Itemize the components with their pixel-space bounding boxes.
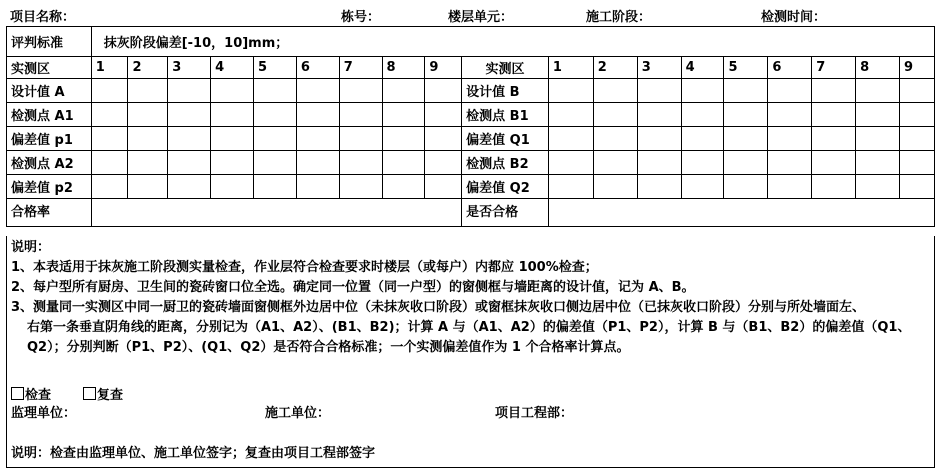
table-row bbox=[7, 127, 935, 151]
is-pass-label: 是否合格 bbox=[462, 199, 549, 227]
col-right-5: 5 bbox=[724, 57, 768, 79]
col-right-4: 4 bbox=[681, 57, 724, 79]
row-label-right: 偏差值 Q1 bbox=[462, 127, 549, 151]
header-columns-row bbox=[7, 57, 935, 79]
row-label-right: 检测点 B2 bbox=[462, 151, 549, 175]
floor-unit-label: 楼层单元： bbox=[448, 10, 514, 25]
notes-line-2: 2、每户型所有厨房、卫生间的瓷砖窗口位全选。确定同一位置（同一户型）的窗侧框与墙距离的设计值，记为 A、B。 bbox=[11, 280, 695, 295]
col-right-2: 2 bbox=[593, 57, 637, 79]
col-left-9: 9 bbox=[425, 57, 462, 79]
project-dept-label: 项目工程部： bbox=[495, 406, 574, 421]
criteria-row bbox=[7, 27, 935, 57]
row-label-left: 检测点 A1 bbox=[7, 103, 92, 127]
col-left-3: 3 bbox=[168, 57, 211, 79]
col-right-8: 8 bbox=[856, 57, 900, 79]
criteria-text: 抹灰阶段偏差[-10，10]mm； bbox=[91, 27, 934, 57]
table-row bbox=[7, 79, 935, 103]
col-left-4: 4 bbox=[211, 57, 254, 79]
table-row bbox=[7, 175, 935, 199]
building-label: 栋号： bbox=[341, 10, 381, 25]
row-label-left: 偏差值 p1 bbox=[7, 127, 92, 151]
supervisor-label: 监理单位： bbox=[11, 406, 77, 421]
col-left-7: 7 bbox=[339, 57, 382, 79]
checkbox-icon[interactable] bbox=[11, 387, 24, 400]
col-left-6: 6 bbox=[296, 57, 339, 79]
col-left-5: 5 bbox=[253, 57, 296, 79]
project-name-label: 项目名称： bbox=[10, 10, 76, 25]
header-row bbox=[0, 6, 941, 26]
notes-line-3c: Q2）；分别判断（P1、P2）、(Q1、Q2）是否符合合格标准；一个实测偏差值作为 1 个合格率计算点。 bbox=[27, 340, 630, 355]
table-row bbox=[7, 151, 935, 175]
col-right-3: 3 bbox=[637, 57, 681, 79]
checkbox-icon[interactable] bbox=[83, 387, 96, 400]
constructor-label: 施工单位： bbox=[265, 406, 331, 421]
row-label-right: 设计值 B bbox=[462, 79, 549, 103]
recheck-option[interactable] bbox=[83, 384, 123, 403]
criteria-label: 评判标准 bbox=[7, 27, 92, 57]
row-label-left: 设计值 A bbox=[7, 79, 92, 103]
col-left-2: 2 bbox=[128, 57, 168, 79]
table-row bbox=[7, 103, 935, 127]
col-left-8: 8 bbox=[382, 57, 425, 79]
time-label: 检测时间： bbox=[761, 10, 827, 25]
check-option[interactable] bbox=[11, 384, 51, 403]
pass-rate-label: 合格率 bbox=[7, 199, 92, 227]
col-right-1: 1 bbox=[548, 57, 593, 79]
row-label-right: 偏差值 Q2 bbox=[462, 175, 549, 199]
is-pass-value bbox=[548, 199, 934, 227]
summary-row bbox=[7, 199, 935, 227]
col-left-1: 1 bbox=[91, 57, 128, 79]
col-right-9: 9 bbox=[900, 57, 935, 79]
col-right-7: 7 bbox=[812, 57, 856, 79]
area-label-right: 实测区 bbox=[462, 57, 549, 79]
recheck-label: 复查 bbox=[97, 388, 124, 403]
inspection-table bbox=[6, 26, 935, 227]
pass-rate-value bbox=[91, 199, 461, 227]
notes-line-3b: 右第一条垂直阴角线的距离，分别记为（A1、A2）、(B1、B2)；计算 A 与（A1、A2）的偏差值（P1、P2），计算 B 与（B1、B2）的偏差值（Q1、 bbox=[27, 320, 911, 335]
stage-label: 施工阶段： bbox=[586, 10, 652, 25]
footer-note: 说明：检查由监理单位、施工单位签字；复查由项目工程部签字 bbox=[11, 446, 376, 461]
area-label-left: 实测区 bbox=[7, 57, 92, 79]
notes-line-1: 1、本表适用于抹灰施工阶段测实量检查，作业层符合检查要求时楼层（或每户）内都应 100%检查； bbox=[11, 260, 598, 275]
notes-title: 说明： bbox=[11, 240, 51, 255]
notes-section bbox=[6, 236, 935, 468]
check-label: 检查 bbox=[25, 388, 52, 403]
row-label-left: 检测点 A2 bbox=[7, 151, 92, 175]
row-label-left: 偏差值 p2 bbox=[7, 175, 92, 199]
notes-line-3a: 3、测量同一实测区中同一厨卫的瓷砖墙面窗侧框外边居中位（未抹灰收口阶段）或窗框抹灰收口侧边居中位（已抹灰收口阶段）分别与所处墙面左、 bbox=[11, 300, 866, 315]
col-right-6: 6 bbox=[768, 57, 812, 79]
row-label-right: 检测点 B1 bbox=[462, 103, 549, 127]
